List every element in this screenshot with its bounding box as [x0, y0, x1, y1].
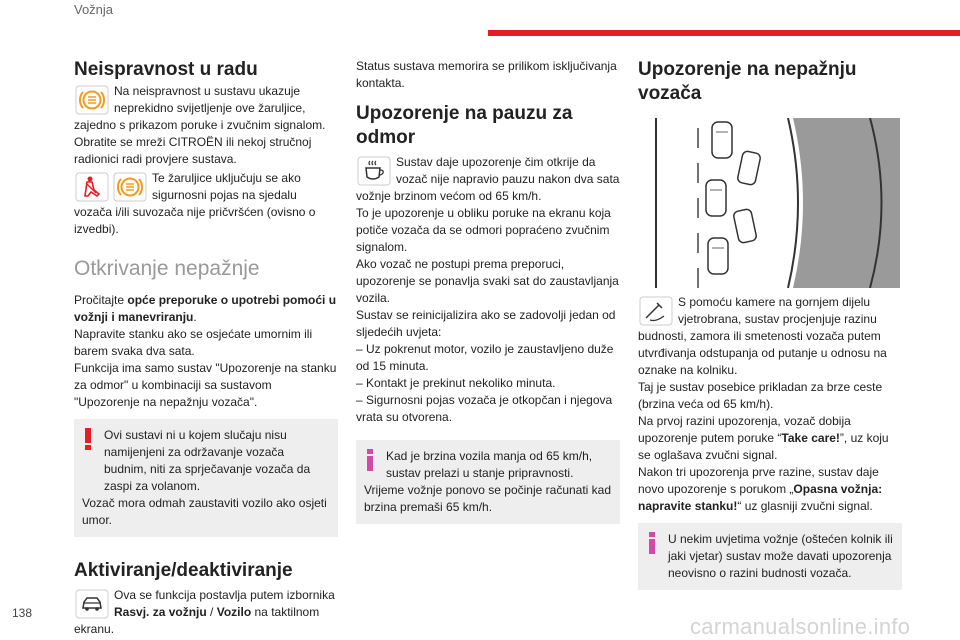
fault-text-1: Na neispravnost u sustavu ukazuje neprekidno svijetljenje ove žaruljice, zajedno s prikazom poruke i zvučnim signalom. Obratite se mreži CITROËN ili nekoj stručnoj radionici radi provjere sustava. [74, 84, 326, 166]
page-number: 138 [12, 606, 33, 620]
condition-2: – Kontakt je prekinut nekoliko minuta. [356, 376, 556, 390]
break-paragraph-2: To je upozorenje u obliku poruke na ekranu koja potiče vozača da se odmori popraćeno zvučnim signalom. [356, 206, 611, 254]
info-speed-text-2: Vrijeme vožnje ponovo se počinje računati kad brzina premaši 65 km/h. [364, 483, 612, 514]
exclamation-icon [84, 428, 92, 455]
lane-drift-illustration [638, 118, 900, 288]
warning-lamp-icon [74, 83, 110, 117]
heading-activate: Aktiviranje/deaktiviranje [74, 560, 293, 581]
camera-paragraph-2: Taj je sustav posebice prikladan za brze ceste (brzina veća od 65 km/h). [638, 380, 883, 411]
info-icon [648, 532, 656, 559]
watermark: carmanualsonline.info [690, 614, 911, 639]
menu-path-lighting: Rasvj. za vožnju [114, 605, 207, 619]
heading-attention: Upozorenje na nepažnju vozača [638, 59, 857, 104]
break-paragraph-4: Sustav se reinicijalizira ako se zadovolji jedan od sljedećih uvjeta: [356, 308, 616, 339]
detect-text-post: . [193, 310, 197, 324]
activate-text [74, 587, 338, 638]
activate-text-sep: / [206, 605, 217, 619]
message-take-care: Take care! [781, 431, 840, 445]
seatbelt-icon [75, 172, 147, 202]
lane-drift-diagram [638, 118, 900, 288]
detect-paragraph-2: Napravite stanku ako se osjećate umornim ili barem svaka dva sata. [74, 327, 313, 358]
camera-p4-post: “ uz glasniji zvučni signal. [737, 499, 873, 513]
info-box-conditions [638, 523, 902, 590]
column-1 [74, 0, 338, 638]
detect-text-bold: opće preporuke o upotrebi pomoći u vožnji i manevriranju [74, 293, 337, 324]
activate-text-post: na taktilnom ekranu. [74, 605, 320, 636]
message-dangerous-driving: Opasna vožnja: napravite stanku! [638, 482, 883, 513]
warning-text-1: Ovi sustavi ni u kojem slučaju nisu namijenjeni za održavanje vozača budnim, niti za sprječavanje vozača da zaspi za volanom. [104, 428, 311, 493]
detect-text-pre: Pročitajte [74, 293, 128, 307]
coffee-cup-icon [356, 154, 392, 188]
camera-p3-post: ”, uz koju se oglašava zvučni signal. [638, 431, 889, 462]
camera-p3-pre: Na prvoj razini upozorenja, vozač dobija upozorenje putem poruke “ [638, 414, 851, 445]
info-conditions-text: U nekim uvjetima vožnje (oštećen kolnik ili jaki vjetar) sustav može davati upozorenja neovisno o razini budnosti vozača. [668, 532, 893, 580]
warning-box [74, 419, 338, 537]
break-paragraph-3: Ako vozač ne postupi prema preporuci, upozorenje se ponavlja svaki sat do zaustavljanja vozila. [356, 257, 619, 305]
info-speed-text-1: Kad je brzina vozila manja od 65 km/h, sustav prelazi u stanje pripravnosti. [386, 449, 593, 480]
header-section: Vožnja [74, 2, 114, 17]
heading-detect: Otkrivanje nepažnje [74, 257, 260, 280]
heading-break: Upozorenje na pauzu za odmor [356, 103, 573, 148]
camera-p4-pre: Nakon tri upozorenja prve razine, sustav daje novo upozorenje s porukom „ [638, 465, 879, 496]
detect-paragraph-1 [74, 292, 338, 326]
camera-paragraph-3 [638, 413, 902, 464]
condition-3: – Sigurnosni pojas vozača je otkopčan i njegova vrata su otvorena. [356, 393, 613, 424]
warning-text-2: Vozač mora odmah zaustaviti vozilo ako osjeti umor. [82, 496, 327, 527]
camera-paragraph-4 [638, 464, 902, 515]
info-icon [366, 449, 374, 476]
heading-fault: Neispravnost u radu [74, 59, 258, 80]
activate-text-pre: Ova se funkcija postavlja putem izbornika [114, 588, 335, 602]
column-3 [638, 0, 902, 590]
condition-1: – Uz pokrenut motor, vozilo je zaustavljeno duže od 15 minuta. [356, 342, 614, 373]
camera-paragraph-1: S pomoću kamere na gornjem dijelu vjetrobrana, sustav procjenjuje razinu budnosti, zamora ili smetenosti vozača putem utvrđivanja odstupanja od putanje u odnosu na oznake na kolniku. [638, 295, 887, 377]
menu-path-vehicle: Vozilo [216, 605, 252, 619]
column-2 [356, 0, 620, 524]
detect-paragraph-3: Funkcija ima samo sustav "Upozorenje na stanku za odmor" u kombinaciji sa sustavom "Upozorenje na nepažnju vozača". [74, 361, 337, 409]
break-paragraph-1: Sustav daje upozorenje čim otkrije da vozač nije napravio pauzu nakon dva sata vožnje brzinom većom od 65 km/h. [356, 155, 620, 203]
fault-text-2: Te žaruljice uključuju se ako sigurnosni pojas na sjedalu vozača i/ili suvozača nije pričvršćen (ovisno o izvedbi). [74, 171, 316, 236]
camera-icon [638, 294, 674, 328]
info-box-speed [356, 440, 620, 524]
seatbelt-warning-icons [74, 170, 148, 204]
car-settings-icon [74, 587, 110, 621]
status-text: Status sustava memorira se prilikom isključivanja kontakta. [356, 59, 617, 90]
